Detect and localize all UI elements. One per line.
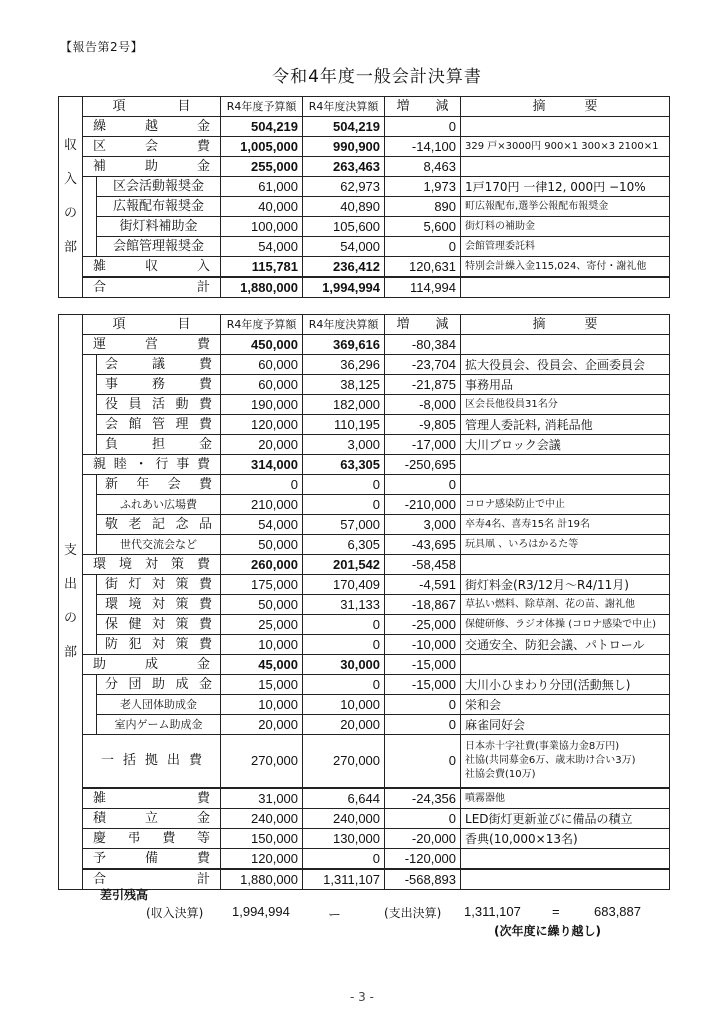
row-remarks: 事務用品 xyxy=(461,375,670,395)
row-diff: 0 xyxy=(385,117,461,137)
row-diff: -568,893 xyxy=(385,869,461,890)
row-budget: 54,000 xyxy=(221,515,303,535)
row-remarks: 1戸170円 一律12, 000円 −10% xyxy=(461,177,670,197)
row-diff: -18,867 xyxy=(385,595,461,615)
row-budget: 255,000 xyxy=(221,157,303,177)
row-diff: 0 xyxy=(385,735,461,789)
section-char: 入 xyxy=(63,172,77,188)
row-budget: 0 xyxy=(221,475,303,495)
section-label xyxy=(59,315,83,890)
row-diff: -4,591 xyxy=(385,575,461,595)
row-item: 街灯料補助金 xyxy=(97,217,221,237)
balance-equals: = xyxy=(552,904,560,919)
row-item: 雑費 xyxy=(83,788,221,809)
table-row xyxy=(59,415,670,435)
indent-spacer xyxy=(83,475,97,555)
row-actual: 62,973 xyxy=(303,177,385,197)
row-budget: 20,000 xyxy=(221,715,303,735)
row-item: ふれあい広場費 xyxy=(97,495,221,515)
row-budget: 31,000 xyxy=(221,788,303,809)
table-row xyxy=(59,615,670,635)
group-row xyxy=(59,335,670,355)
row-budget: 175,000 xyxy=(221,575,303,595)
indent-spacer xyxy=(83,177,97,257)
row-item: 環境対策費 xyxy=(97,595,221,615)
row-budget: 50,000 xyxy=(221,535,303,555)
header-budget: R4年度予算額 xyxy=(221,97,303,117)
row-item: 分団助成金 xyxy=(97,675,221,695)
row-remarks xyxy=(461,655,670,675)
header-actual: R4年度決算額 xyxy=(303,315,385,335)
row-actual: 130,000 xyxy=(303,829,385,849)
row-budget: 1,880,000 xyxy=(221,869,303,890)
table-row xyxy=(59,809,670,829)
row-diff: -58,458 xyxy=(385,555,461,575)
row-actual: 0 xyxy=(303,475,385,495)
row-actual: 0 xyxy=(303,615,385,635)
row-remarks: 329 戸×3000円 900×1 300×3 2100×1 xyxy=(461,137,670,157)
row-item: 室内ゲーム助成金 xyxy=(97,715,221,735)
row-remarks: LED街灯更新並びに備品の積立 xyxy=(461,809,670,829)
row-remarks xyxy=(461,849,670,870)
row-budget: 20,000 xyxy=(221,435,303,455)
row-diff: -15,000 xyxy=(385,675,461,695)
row-diff: -23,704 xyxy=(385,355,461,375)
balance-income-value: 1,994,994 xyxy=(232,904,290,919)
row-remarks: 草払い燃料、除草剤、花の苗、謝礼他 xyxy=(461,595,670,615)
row-item: 繰越金 xyxy=(83,117,221,137)
row-remarks: 町広報配布,選挙公報配布報奨金 xyxy=(461,197,670,217)
row-budget: 10,000 xyxy=(221,635,303,655)
row-diff: -9,805 xyxy=(385,415,461,435)
section-char: 部 xyxy=(63,239,77,255)
row-item: 合 計 xyxy=(83,869,221,890)
row-item: 会館管理報奨金 xyxy=(97,237,221,257)
row-diff: 5,600 xyxy=(385,217,461,237)
section-char: 支 xyxy=(63,543,77,559)
table-row xyxy=(59,535,670,555)
row-item: 合 計 xyxy=(83,277,221,298)
balance-carry-note: (次年度に繰り越し) xyxy=(494,924,601,938)
row-actual: 6,644 xyxy=(303,788,385,809)
group-row xyxy=(59,655,670,675)
lump-sum-row xyxy=(59,735,670,789)
row-budget: 210,000 xyxy=(221,495,303,515)
row-item: 雑収入 xyxy=(83,257,221,278)
row-item: 新年会費 xyxy=(97,475,221,495)
row-diff: -250,695 xyxy=(385,455,461,475)
row-diff: 114,994 xyxy=(385,277,461,298)
row-budget: 60,000 xyxy=(221,355,303,375)
table-row xyxy=(59,197,670,217)
row-item: 区会費 xyxy=(83,137,221,157)
total-row xyxy=(59,277,670,298)
row-actual: 0 xyxy=(303,849,385,870)
group-row xyxy=(59,455,670,475)
row-item: 防犯対策費 xyxy=(97,635,221,655)
row-diff: 1,973 xyxy=(385,177,461,197)
row-remarks: 街灯料金(R3/12月～R4/11月) xyxy=(461,575,670,595)
row-remarks: 交通安全、防犯会議、パトロール xyxy=(461,635,670,655)
header-item: 項 目 xyxy=(83,315,221,335)
row-budget: 150,000 xyxy=(221,829,303,849)
row-actual: 201,542 xyxy=(303,555,385,575)
section-char: の xyxy=(63,611,77,626)
row-item: 環境対策費 xyxy=(83,555,221,575)
row-item: 積立金 xyxy=(83,809,221,829)
table-row xyxy=(59,157,670,177)
row-remarks: コロナ感染防止で中止 xyxy=(461,495,670,515)
group-row xyxy=(59,555,670,575)
row-remarks xyxy=(461,455,670,475)
row-actual: 0 xyxy=(303,675,385,695)
row-actual: 990,900 xyxy=(303,137,385,157)
table-row xyxy=(59,395,670,415)
row-diff: -8,000 xyxy=(385,395,461,415)
row-actual: 6,305 xyxy=(303,535,385,555)
balance-expense-label: (支出決算) xyxy=(384,906,442,920)
section-char: 出 xyxy=(63,577,77,593)
row-remarks xyxy=(461,335,670,355)
row-item: 世代交流会など xyxy=(97,535,221,555)
header-remarks: 摘 要 xyxy=(461,97,670,117)
row-budget: 50,000 xyxy=(221,595,303,615)
row-actual: 10,000 xyxy=(303,695,385,715)
table-row xyxy=(59,495,670,515)
table-row xyxy=(59,237,670,257)
row-budget: 260,000 xyxy=(221,555,303,575)
row-actual: 38,125 xyxy=(303,375,385,395)
remark-line: 日本赤十字社費(事業協力金8万円) xyxy=(465,741,620,752)
row-remarks xyxy=(461,157,670,177)
row-remarks: 玩具凧 、いろはかるた等 xyxy=(461,535,670,555)
row-remarks xyxy=(461,475,670,495)
row-budget: 1,005,000 xyxy=(221,137,303,157)
row-budget: 270,000 xyxy=(221,735,303,789)
row-item: 会館管理費 xyxy=(97,415,221,435)
row-remarks xyxy=(461,735,670,789)
table-row xyxy=(59,788,670,809)
row-remarks: 香典(10,000×13名) xyxy=(461,829,670,849)
row-budget: 100,000 xyxy=(221,217,303,237)
row-remarks: 管理人委託料, 消耗品他 xyxy=(461,415,670,435)
row-actual: 40,890 xyxy=(303,197,385,217)
row-remarks: 区会長他役員31名分 xyxy=(461,395,670,415)
row-budget: 40,000 xyxy=(221,197,303,217)
table-row xyxy=(59,217,670,237)
row-actual: 170,409 xyxy=(303,575,385,595)
row-remarks: 街灯料の補助金 xyxy=(461,217,670,237)
report-number: 【報告第2号】 xyxy=(60,40,144,54)
row-item: 老人団体助成金 xyxy=(97,695,221,715)
row-item: 補助金 xyxy=(83,157,221,177)
row-budget: 120,000 xyxy=(221,415,303,435)
header-remarks: 摘 要 xyxy=(461,315,670,335)
row-remarks xyxy=(461,277,670,298)
row-budget: 60,000 xyxy=(221,375,303,395)
balance-heading: 差引残高 xyxy=(100,888,149,902)
table-row xyxy=(59,675,670,695)
row-diff: -15,000 xyxy=(385,655,461,675)
row-remarks xyxy=(461,869,670,890)
row-actual: 36,296 xyxy=(303,355,385,375)
table-row xyxy=(59,117,670,137)
header-actual: R4年度決算額 xyxy=(303,97,385,117)
row-budget: 1,880,000 xyxy=(221,277,303,298)
expense-table xyxy=(58,314,670,890)
row-actual: 1,311,107 xyxy=(303,869,385,890)
row-diff: -20,000 xyxy=(385,829,461,849)
document-title: 令和4年度一般会計決算書 xyxy=(272,67,482,87)
table-row xyxy=(59,515,670,535)
row-item: 会議費 xyxy=(97,355,221,375)
row-actual: 63,305 xyxy=(303,455,385,475)
row-item: 保健対策費 xyxy=(97,615,221,635)
balance-expense-value: 1,311,107 xyxy=(464,904,521,919)
header-row xyxy=(59,315,670,335)
row-actual: 240,000 xyxy=(303,809,385,829)
row-diff: 120,631 xyxy=(385,257,461,278)
row-item: 負担金 xyxy=(97,435,221,455)
row-item: 区会活動報奨金 xyxy=(97,177,221,197)
income-table xyxy=(58,96,670,298)
section-char: の xyxy=(63,206,77,221)
indent-spacer xyxy=(83,575,97,655)
row-diff: 0 xyxy=(385,237,461,257)
row-remarks: 麻雀同好会 xyxy=(461,715,670,735)
row-remarks: 大川ブロック会議 xyxy=(461,435,670,455)
header-diff: 増 減 xyxy=(385,97,461,117)
row-actual: 110,195 xyxy=(303,415,385,435)
row-actual: 0 xyxy=(303,495,385,515)
row-budget: 314,000 xyxy=(221,455,303,475)
section-char: 収 xyxy=(63,138,77,154)
row-remarks: 大川小ひまわり分団(活動無し) xyxy=(461,675,670,695)
row-actual: 20,000 xyxy=(303,715,385,735)
row-budget: 61,000 xyxy=(221,177,303,197)
row-diff: -21,875 xyxy=(385,375,461,395)
table-row xyxy=(59,695,670,715)
row-actual: 0 xyxy=(303,635,385,655)
row-diff: -14,100 xyxy=(385,137,461,157)
row-budget: 120,000 xyxy=(221,849,303,870)
row-actual: 182,000 xyxy=(303,395,385,415)
row-actual: 54,000 xyxy=(303,237,385,257)
row-item: 助成金 xyxy=(83,655,221,675)
row-budget: 25,000 xyxy=(221,615,303,635)
row-budget: 190,000 xyxy=(221,395,303,415)
row-diff: 0 xyxy=(385,695,461,715)
remark-line: 社協会費(10万) xyxy=(465,769,536,780)
row-diff: -24,356 xyxy=(385,788,461,809)
row-actual: 57,000 xyxy=(303,515,385,535)
row-diff: -25,000 xyxy=(385,615,461,635)
row-budget: 15,000 xyxy=(221,675,303,695)
row-diff: -120,000 xyxy=(385,849,461,870)
table-row xyxy=(59,635,670,655)
row-actual: 30,000 xyxy=(303,655,385,675)
row-budget: 45,000 xyxy=(221,655,303,675)
header-item: 項 目 xyxy=(83,97,221,117)
row-remarks: 会館管理委託料 xyxy=(461,237,670,257)
row-item: 運営費 xyxy=(83,335,221,355)
row-diff: -17,000 xyxy=(385,435,461,455)
table-row xyxy=(59,715,670,735)
row-budget: 504,219 xyxy=(221,117,303,137)
row-budget: 10,000 xyxy=(221,695,303,715)
row-remarks xyxy=(461,117,670,137)
row-actual: 369,616 xyxy=(303,335,385,355)
table-row xyxy=(59,435,670,455)
indent-spacer xyxy=(83,675,97,735)
balance-income-label: (収入決算) xyxy=(146,906,204,920)
row-diff: 0 xyxy=(385,809,461,829)
table-row xyxy=(59,375,670,395)
row-item: 街灯対策費 xyxy=(97,575,221,595)
row-budget: 115,781 xyxy=(221,257,303,278)
table-row xyxy=(59,177,670,197)
header-diff: 増 減 xyxy=(385,315,461,335)
row-item: 広報配布報奨金 xyxy=(97,197,221,217)
row-actual: 236,412 xyxy=(303,257,385,278)
row-actual: 270,000 xyxy=(303,735,385,789)
row-item: 事務費 xyxy=(97,375,221,395)
row-actual: 1,994,994 xyxy=(303,277,385,298)
row-item: 役員活動費 xyxy=(97,395,221,415)
row-actual: 263,463 xyxy=(303,157,385,177)
row-budget: 240,000 xyxy=(221,809,303,829)
table-row xyxy=(59,575,670,595)
row-item: 敬老記念品 xyxy=(97,515,221,535)
row-budget: 450,000 xyxy=(221,335,303,355)
row-diff: -10,000 xyxy=(385,635,461,655)
row-remarks: 保健研修、ラジオ体操 (コロナ感染で中止) xyxy=(461,615,670,635)
indent-spacer xyxy=(83,355,97,455)
row-diff: 890 xyxy=(385,197,461,217)
row-actual: 504,219 xyxy=(303,117,385,137)
row-item: 親睦・行事費 xyxy=(83,455,221,475)
row-remarks: 卒寿4名、喜寿15名 計19名 xyxy=(461,515,670,535)
balance-result: 683,887 xyxy=(594,904,641,919)
row-budget: 54,000 xyxy=(221,237,303,257)
row-diff: -80,384 xyxy=(385,335,461,355)
row-diff: 3,000 xyxy=(385,515,461,535)
row-diff: 0 xyxy=(385,715,461,735)
row-diff: 8,463 xyxy=(385,157,461,177)
row-remarks xyxy=(461,555,670,575)
balance-minus: ー xyxy=(328,907,342,922)
row-diff: -210,000 xyxy=(385,495,461,515)
row-diff: -43,695 xyxy=(385,535,461,555)
table-row xyxy=(59,595,670,615)
row-actual: 31,133 xyxy=(303,595,385,615)
row-remarks: 栄和会 xyxy=(461,695,670,715)
row-diff: 0 xyxy=(385,475,461,495)
row-item: 慶弔費等 xyxy=(83,829,221,849)
section-char: 部 xyxy=(63,644,77,660)
row-remarks: 拡大役員会、役員会、企画委員会 xyxy=(461,355,670,375)
row-item: 一括拠出費 xyxy=(83,735,221,789)
table-row xyxy=(59,849,670,870)
row-remarks: 特別会計繰入金115,024、寄付・謝礼他 xyxy=(461,257,670,278)
table-row xyxy=(59,475,670,495)
table-row xyxy=(59,355,670,375)
row-actual: 105,600 xyxy=(303,217,385,237)
table-row xyxy=(59,829,670,849)
table-row xyxy=(59,137,670,157)
header-budget: R4年度予算額 xyxy=(221,315,303,335)
page-number: - 3 - xyxy=(350,990,374,1004)
section-label xyxy=(59,97,83,298)
remark-line: 社協(共同募金6万、歳末助け合い3万) xyxy=(465,755,636,766)
row-actual: 3,000 xyxy=(303,435,385,455)
row-remarks: 噴霧器他 xyxy=(461,788,670,809)
table-row xyxy=(59,257,670,278)
row-item: 予備費 xyxy=(83,849,221,870)
header-row xyxy=(59,97,670,117)
total-row xyxy=(59,869,670,890)
